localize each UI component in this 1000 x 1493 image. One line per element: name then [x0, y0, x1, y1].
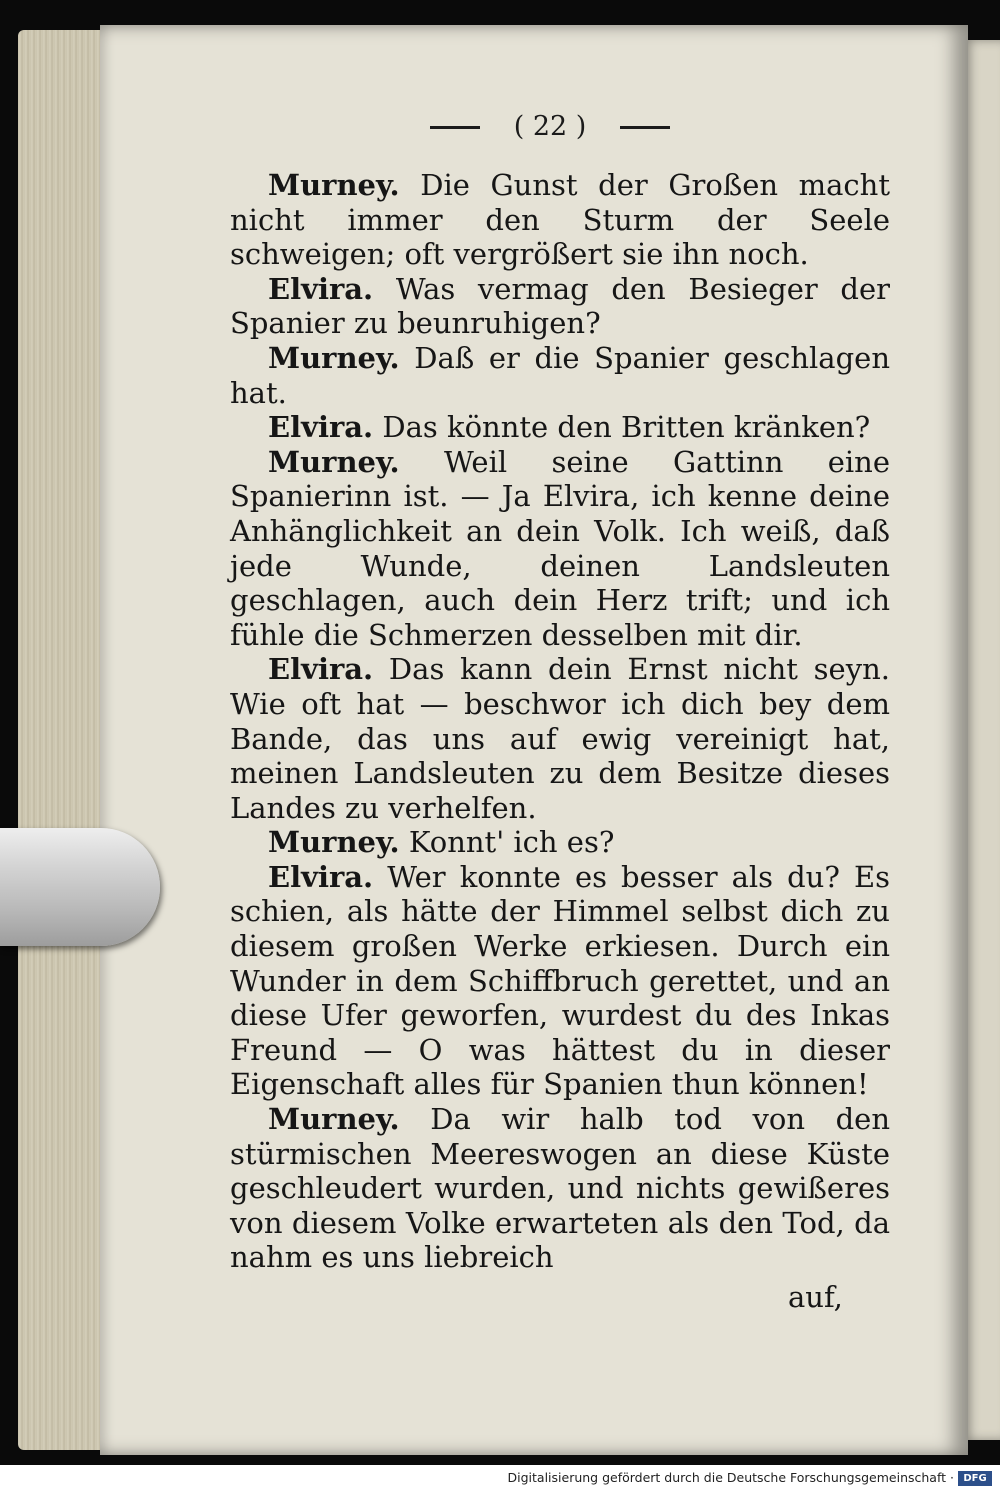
- speaker-name: Murney.: [268, 168, 400, 202]
- dfg-logo: DFG: [958, 1471, 992, 1486]
- header-dash-left: [430, 126, 480, 129]
- dialogue-paragraph: [230, 168, 890, 272]
- dialogue-paragraph: [230, 1102, 890, 1275]
- speech: Was vermag den Besieger der Spanier zu beunruhigen?: [230, 271, 891, 341]
- dialogue-paragraph: [230, 445, 890, 653]
- header-dash-right: [620, 126, 670, 129]
- speech: Konnt' ich es?: [408, 825, 615, 860]
- page-holder-clip: [0, 828, 160, 946]
- speech: Weil seine Gattinn eine Spanierinn ist. — Ja Elvira, ich kenne deine Anhänglichkeit an dein Volk. Ich weiß, daß jede Wunde, deinen Landsleuten geschlagen, auch dein Herz trift; und ich fühle die Schmerzen desselben mit dir.: [230, 444, 891, 652]
- dialogue-paragraph: [230, 825, 890, 860]
- speech: Das könnte den Britten kränken?: [382, 410, 871, 445]
- speaker-name: Elvira.: [268, 271, 374, 306]
- dialogue-text: [230, 168, 890, 1275]
- speech: Daß er die Spanier geschlagen hat.: [230, 340, 890, 410]
- dialogue-paragraph: [230, 341, 890, 410]
- page-edges: [18, 30, 108, 1450]
- digitization-credit: Digitalisierung gefördert durch die Deutsche Forschungsgemeinschaft ·: [507, 1470, 954, 1485]
- speech: Die Gunst der Großen macht nicht immer den Sturm der Seele schweigen; oft vergrößert sie ihn noch.: [230, 168, 890, 272]
- footer-bar: [0, 1465, 1000, 1493]
- speech: Das kann dein Ernst nicht seyn. Wie oft hat — beschwor ich dich bey dem Bande, das uns auf ewig vereinigt hat, meinen Landsleuten zu dem Besitze dieses Landes zu verhelfen.: [230, 652, 891, 825]
- dialogue-paragraph: [230, 272, 890, 341]
- speaker-name: Elvira.: [268, 652, 374, 687]
- dialogue-paragraph: [230, 860, 890, 1102]
- dialogue-paragraph: [230, 652, 890, 825]
- speech: Da wir halb tod von den stürmischen Meereswogen an diese Küste geschleudert wurden, und nichts gewißeres von diesem Volke erwarteten als den Tod, da nahm es uns liebreich: [230, 1102, 890, 1275]
- speaker-name: Murney.: [268, 340, 400, 375]
- speaker-name: Elvira.: [268, 859, 374, 894]
- speech: Wer konnte es besser als du? Es schien, als hätte der Himmel selbst dich zu diesem großen Werke erkiesen. Durch ein Wunder in dem Schiffbruch gerettet, und an diese Ufer geworfen, wurdest du des Inkas Freund — O was hättest du in dieser Eigenschaft alles für Spanien thun können!: [230, 859, 890, 1102]
- catchword: auf,: [788, 1280, 843, 1314]
- page-header: [430, 110, 670, 144]
- speaker-name: Murney.: [268, 444, 400, 479]
- speaker-name: Murney.: [268, 1102, 400, 1137]
- dialogue-paragraph: [230, 410, 890, 445]
- page-number: ( 22 ): [513, 111, 587, 142]
- speaker-name: Elvira.: [268, 410, 374, 445]
- speaker-name: Murney.: [268, 825, 400, 860]
